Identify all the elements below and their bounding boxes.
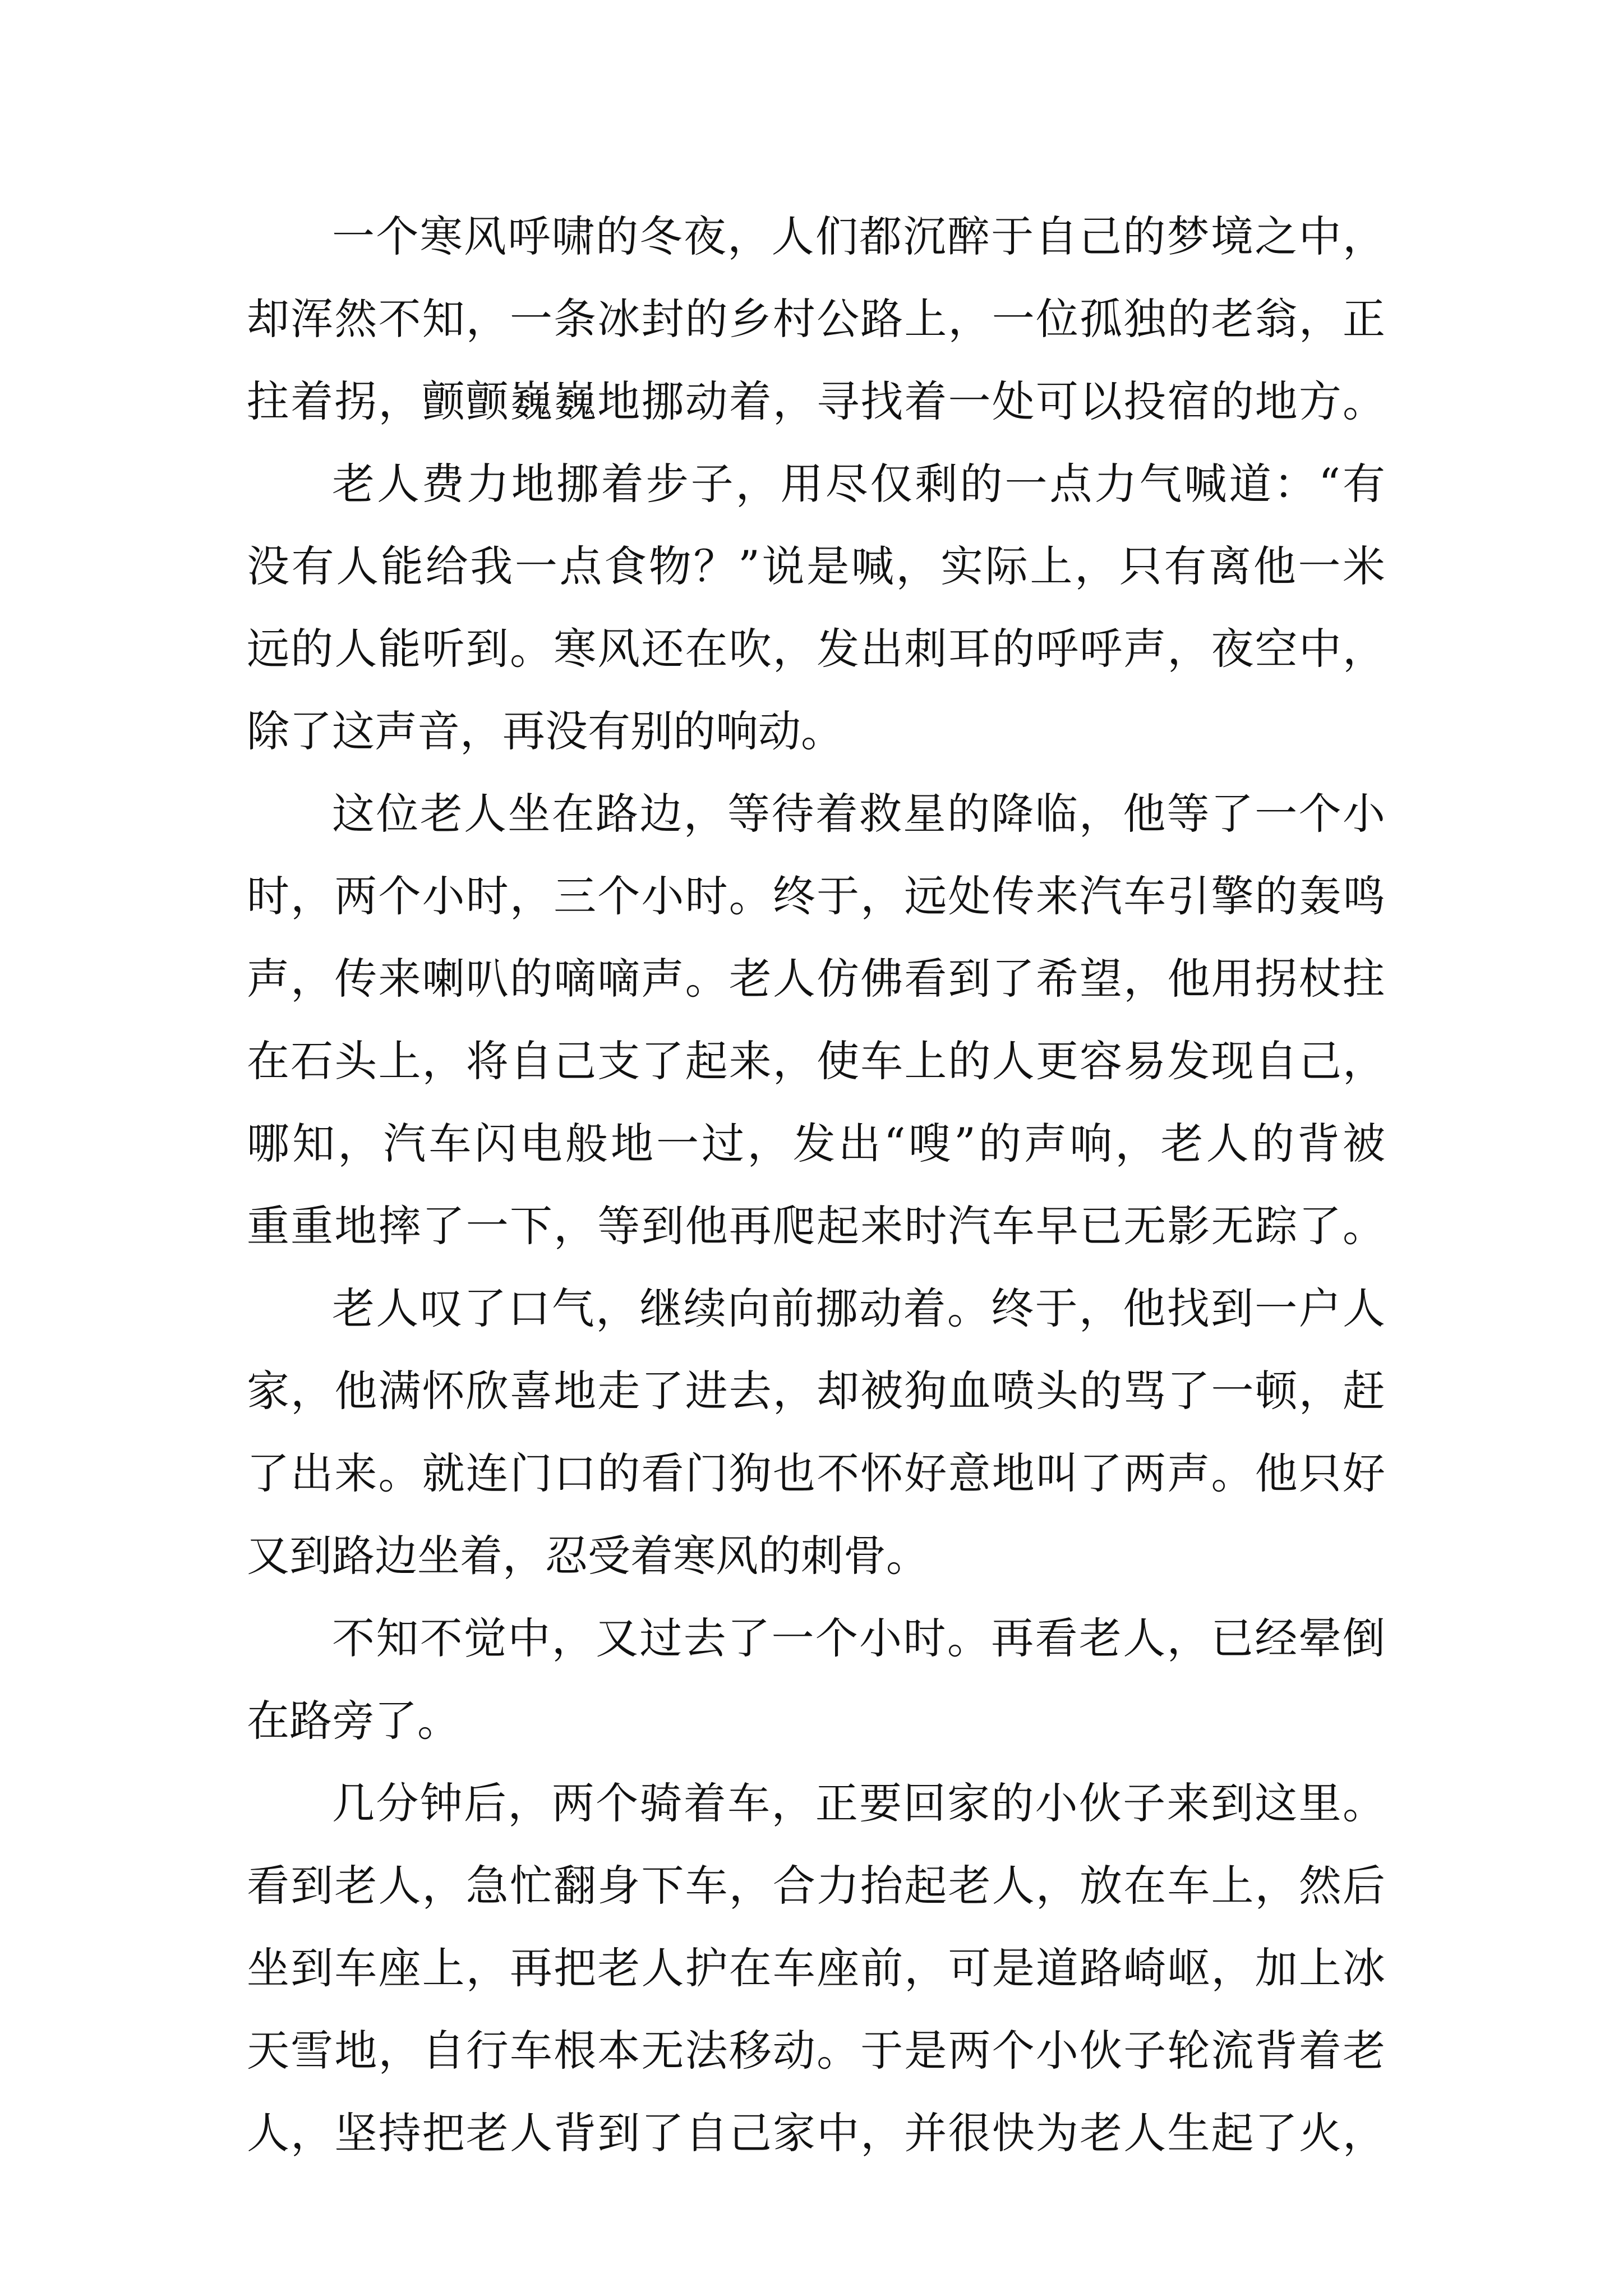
- text-line: 在路旁了。: [247, 1696, 460, 1746]
- paragraph-1: [247, 195, 1385, 443]
- paragraph-6: [247, 1762, 1385, 2174]
- text-line: 哪知，汽车闪电般地一过，发出“嗖”的声响，老人的背被: [247, 1119, 1385, 1168]
- text-line: 却浑然不知，一条冰封的乡村公路上，一位孤独的老翁，正: [247, 294, 1385, 344]
- text-line: 没有人能给我一点食物？”说是喊，实际上，只有离他一米: [247, 541, 1385, 591]
- text-line: 不知不觉中，又过去了一个小时。再看老人，已经晕倒: [332, 1613, 1385, 1663]
- text-line: 时，两个小时，三个小时。终于，远处传来汽车引擎的轰鸣: [247, 871, 1385, 921]
- text-line: 远的人能听到。寒风还在吹，发出刺耳的呼呼声，夜空中，: [247, 624, 1385, 674]
- text-line: 拄着拐，颤颤巍巍地挪动着，寻找着一处可以投宿的地方。: [247, 376, 1385, 426]
- text-line: 一个寒风呼啸的冬夜，人们都沉醉于自己的梦境之中，: [332, 211, 1385, 261]
- text-line: 又到路边坐着，忍受着寒风的刺骨。: [247, 1531, 929, 1581]
- text-line: 老人叹了口气，继续向前挪动着。终于，他找到一户人: [332, 1283, 1385, 1333]
- text-line: 家，他满怀欣喜地走了进去，却被狗血喷头的骂了一顿，赶: [247, 1366, 1385, 1416]
- body-text: [247, 195, 1385, 2174]
- text-line: 坐到车座上，再把老人护在车座前，可是道路崎岖，加上冰: [247, 1943, 1385, 1993]
- text-line: 除了这声音，再没有别的响动。: [247, 706, 843, 756]
- text-line: 人，坚持把老人背到了自己家中，并很快为老人生起了火，: [247, 2108, 1385, 2158]
- text-line: 声，传来喇叭的嘀嘀声。老人仿佛看到了希望，他用拐杖拄: [247, 954, 1385, 1004]
- text-line: 天雪地，自行车根本无法移动。于是两个小伙子轮流背着老: [247, 2026, 1385, 2076]
- paragraph-5: [247, 1597, 1385, 1762]
- paragraph-2: [247, 443, 1385, 772]
- text-line: 几分钟后，两个骑着车，正要回家的小伙子来到这里。: [332, 1778, 1385, 1828]
- text-line: 看到老人，急忙翻身下车，合力抬起老人，放在车上，然后: [247, 1861, 1385, 1911]
- text-line: 重重地摔了一下，等到他再爬起来时汽车早已无影无踪了。: [247, 1201, 1385, 1251]
- text-line: 这位老人坐在路边，等待着救星的降临，他等了一个小: [332, 789, 1385, 839]
- text-line: 在石头上，将自己支了起来，使车上的人更容易发现自己，: [247, 1036, 1385, 1086]
- paragraph-3: [247, 772, 1385, 1267]
- paragraph-4: [247, 1267, 1385, 1597]
- text-line: 了出来。就连门口的看门狗也不怀好意地叫了两声。他只好: [247, 1448, 1385, 1498]
- text-line: 老人费力地挪着步子，用尽仅剩的一点力气喊道：“有: [332, 459, 1385, 509]
